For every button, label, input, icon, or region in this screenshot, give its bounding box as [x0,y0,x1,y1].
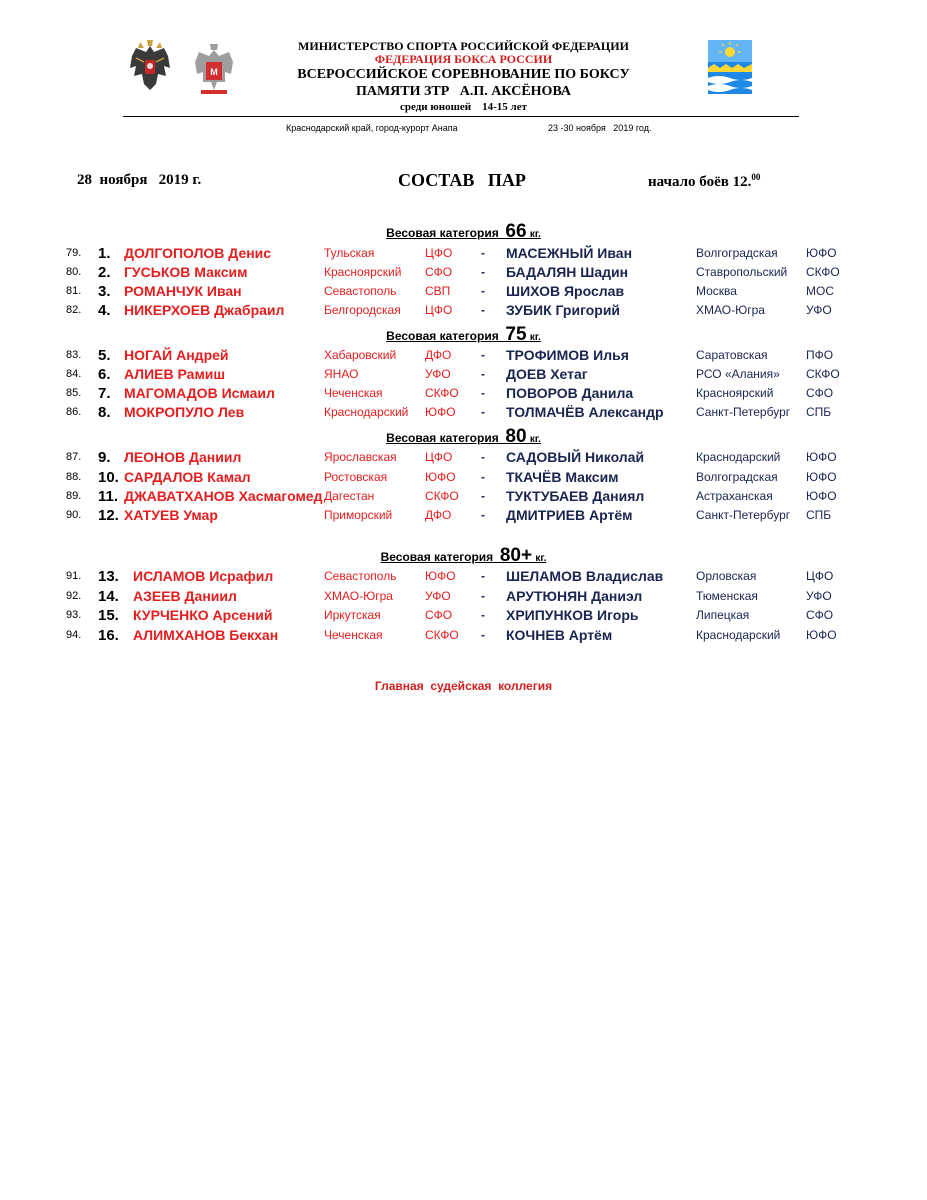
versus-dash: - [481,386,485,400]
pair-number: 5. [98,347,111,364]
blue-boxer-district: ПФО [806,348,834,362]
bout-index: 83. [66,349,82,361]
bout-index: 90. [66,509,82,521]
blue-boxer-name: ТУКТУБАЕВ Даниял [506,488,645,504]
red-boxer-district: ЮФО [425,470,456,484]
blue-boxer-region: РСО «Алания» [696,367,780,381]
blue-boxer-name: ШИХОВ Ярослав [506,283,625,299]
red-boxer-region: Краснодарский [324,405,409,419]
blue-boxer-region: Орловская [696,569,757,583]
blue-boxer-name: КОЧНЕВ Артём [506,627,613,643]
red-boxer-region: ЯНАО [324,367,359,381]
bout-date: 28 ноября 2019 г. [77,172,202,188]
red-boxer-name: ДОЛГОПОЛОВ Денис [124,245,272,261]
category-unit: кг. [529,434,541,445]
ministry-title: МИНИСТЕРСТВО СПОРТА РОССИЙСКОЙ ФЕДЕРАЦИИ [298,39,629,53]
blue-boxer-name: САДОВЫЙ Николай [506,449,645,465]
blue-boxer-region: Красноярский [696,386,774,400]
red-boxer-region: Севастополь [324,569,397,583]
red-boxer-district: УФО [425,367,451,381]
blue-boxer-name: ДМИТРИЕВ Артём [506,507,633,523]
blue-boxer-district: СФО [806,386,834,400]
red-boxer-name: АЛИЕВ Рамиш [124,366,226,382]
versus-dash: - [481,589,485,603]
red-boxer-district: СФО [425,608,453,622]
blue-boxer-name: ПОВОРОВ Данила [506,385,634,401]
red-boxer-name: НИКЕРХОЕВ Джабраил [124,302,285,318]
blue-boxer-district: СФО [806,608,834,622]
bout-row [0,626,927,645]
versus-dash: - [481,569,485,583]
versus-dash: - [481,628,485,642]
red-boxer-name: АЗЕЕВ Даниил [133,588,237,604]
blue-boxer-name: МАСЕЖНЫЙ Иван [506,245,633,261]
category-label: Весовая категория [386,431,499,445]
weight-category-header [0,545,927,567]
referee-board-signature: Главная судейская коллегия [374,679,553,693]
blue-boxer-region: Волгоградская [696,470,778,484]
bout-index: 82. [66,304,82,316]
red-boxer-district: ЮФО [425,569,456,583]
blue-boxer-region: Краснодарский [696,628,781,642]
category-unit: кг. [535,553,547,564]
bout-index: 85. [66,387,82,399]
versus-dash: - [481,348,485,362]
red-boxer-region: Тульская [324,246,375,260]
versus-dash: - [481,405,485,419]
category-label: Весовая категория [380,550,494,564]
blue-boxer-name: АРУТЮНЯН Даниэл [506,588,643,604]
bout-row [0,282,927,301]
blue-boxer-region: Москва [696,284,737,298]
svg-text:M: M [210,67,218,77]
bout-row [0,403,927,422]
pair-number: 2. [98,264,111,281]
pair-number: 12. [98,507,119,524]
age-group: среди юношей 14-15 лет [399,101,527,113]
red-boxer-district: ДФО [425,348,452,362]
red-boxer-district: ЦФО [425,450,453,464]
red-boxer-region: Белгородская [324,303,401,317]
red-boxer-name: ЛЕОНОВ Даниил [124,449,242,465]
blue-boxer-district: ЮФО [806,450,837,464]
blue-boxer-district: СКФО [806,265,840,279]
bout-index: 93. [66,609,82,621]
category-weight: 75 [505,324,527,345]
category-weight: 66 [505,221,527,242]
red-boxer-region: Чеченская [324,386,383,400]
red-boxer-district: ДФО [425,508,452,522]
red-boxer-region: Ярославская [324,450,397,464]
category-weight: 80 [505,426,527,447]
header-divider [123,116,799,117]
blue-boxer-district: ЦФО [806,569,834,583]
memorial-title: ПАМЯТИ ЗТР А.П. АКСЁНОВА [355,84,572,99]
bout-index: 84. [66,368,82,380]
bout-row [0,587,927,606]
red-boxer-name: ИСЛАМОВ Исрафил [133,568,274,584]
blue-boxer-name: ХРИПУНКОВ Игорь [506,607,639,623]
pair-number: 7. [98,385,111,402]
blue-boxer-district: СПБ [806,405,832,419]
versus-dash: - [481,265,485,279]
bout-index: 89. [66,490,82,502]
bout-row [0,346,927,365]
blue-boxer-district: СКФО [806,367,840,381]
blue-boxer-name: ДОЕВ Хетаг [506,366,588,382]
blue-boxer-name: БАДАЛЯН Шадин [506,264,629,280]
blue-boxer-name: ШЕЛАМОВ Владислав [506,568,664,584]
blue-boxer-region: Краснодарский [696,450,781,464]
blue-boxer-district: УФО [806,303,832,317]
blue-boxer-name: ЗУБИК Григорий [506,302,621,318]
bout-row [0,487,927,506]
red-boxer-region: Ростовская [324,470,388,484]
category-label: Весовая категория [386,329,499,343]
bout-row [0,448,927,467]
blue-boxer-name: ТОЛМАЧЁВ Александр [506,404,664,420]
blue-boxer-region: Санкт-Петербург [696,508,791,522]
bout-row [0,606,927,625]
red-boxer-region: Дагестан [324,489,375,503]
red-boxer-name: ГУСЬКОВ Максим [124,264,248,280]
red-boxer-name: РОМАНЧУК Иван [124,283,242,299]
category-unit: кг. [529,332,541,343]
start-time-label: начало боёв 12. [648,174,752,190]
red-boxer-name: АЛИМХАНОВ Бекхан [133,627,279,643]
bout-row [0,384,927,403]
versus-dash: - [481,489,485,503]
blue-boxer-name: ТКАЧЁВ Максим [506,469,619,485]
red-boxer-region: ХМАО-Югра [324,589,393,603]
pair-number: 1. [98,245,111,262]
weight-category-header [0,426,927,448]
weight-category-header [0,221,927,243]
competition-title: ВСЕРОССИЙСКОЕ СОРЕВНОВАНИЕ ПО БОКСУ [297,67,630,82]
start-time [648,172,760,191]
pair-number: 10. [98,469,119,486]
pair-number: 9. [98,449,111,466]
red-boxer-district: ЦФО [425,303,453,317]
red-boxer-name: САРДАЛОВ Камал [124,469,251,485]
pair-number: 6. [98,366,111,383]
federation-title: ФЕДЕРАЦИЯ БОКСА РОССИИ [374,52,553,66]
versus-dash: - [481,470,485,484]
pair-number: 3. [98,283,111,300]
pair-number: 13. [98,568,119,585]
location: Краснодарский край, город-курорт Анапа [286,123,458,133]
blue-boxer-region: Саратовская [696,348,768,362]
versus-dash: - [481,303,485,317]
red-boxer-name: ХАТУЕВ Умар [124,507,218,523]
pair-number: 4. [98,302,111,319]
bout-row [0,506,927,525]
pair-number: 11. [98,488,119,505]
blue-boxer-district: ЮФО [806,470,837,484]
versus-dash: - [481,284,485,298]
red-boxer-district: СКФО [425,489,459,503]
red-boxer-name: МОКРОПУЛО Лев [124,404,245,420]
red-boxer-name: МАГОМАДОВ Исмаил [124,385,275,401]
blue-boxer-name: ТРОФИМОВ Илья [506,347,629,363]
pair-number: 15. [98,607,119,624]
bout-index: 87. [66,451,82,463]
red-boxer-name: НОГАЙ Андрей [124,347,229,363]
versus-dash: - [481,608,485,622]
red-boxer-district: СКФО [425,386,459,400]
versus-dash: - [481,450,485,464]
blue-boxer-district: ЮФО [806,246,837,260]
bout-row [0,263,927,282]
blue-boxer-district: ЮФО [806,489,837,503]
category-weight: 80+ [499,545,533,566]
bout-index: 91. [66,570,82,582]
red-boxer-district: СКФО [425,628,459,642]
blue-boxer-region: Волгоградская [696,246,778,260]
versus-dash: - [481,367,485,381]
blue-boxer-district: УФО [806,589,832,603]
bout-index: 88. [66,471,82,483]
blue-boxer-region: Ставропольский [696,265,788,279]
bout-index: 79. [66,247,82,259]
bout-index: 81. [66,285,82,297]
blue-boxer-district: МОС [806,284,834,298]
red-boxer-district: ЦФО [425,246,453,260]
red-boxer-district: ЮФО [425,405,456,419]
start-time-minutes: 00 [751,172,761,182]
red-boxer-region: Хабаровский [324,348,397,362]
competition-dates: 23 -30 ноября 2019 год. [548,123,652,133]
red-boxer-name: КУРЧЕНКО Арсений [133,607,273,623]
red-boxer-district: СВП [425,284,451,298]
red-boxer-region: Приморский [324,508,393,522]
page-title: СОСТАВ ПАР [398,170,526,190]
red-boxer-name: ДЖАВАТХАНОВ Хасмагомед [124,488,323,504]
blue-boxer-region: Тюменская [696,589,758,603]
bout-index: 86. [66,406,82,418]
blue-boxer-region: Санкт-Петербург [696,405,791,419]
versus-dash: - [481,508,485,522]
bout-row [0,468,927,487]
blue-boxer-region: Липецкая [696,608,750,622]
bout-row [0,244,927,263]
bout-row [0,567,927,586]
bout-index: 92. [66,590,82,602]
pair-number: 16. [98,627,119,644]
category-unit: кг. [529,229,541,240]
bout-index: 80. [66,266,82,278]
bout-row [0,365,927,384]
bout-row [0,301,927,320]
pair-number: 14. [98,588,119,605]
weight-category-header [0,324,927,346]
blue-boxer-district: СПБ [806,508,832,522]
red-boxer-region: Севастополь [324,284,397,298]
red-boxer-region: Иркутская [324,608,381,622]
blue-boxer-region: ХМАО-Югра [696,303,765,317]
bout-index: 94. [66,629,82,641]
versus-dash: - [481,246,485,260]
blue-boxer-district: ЮФО [806,628,837,642]
category-label: Весовая категория [386,226,499,240]
pair-number: 8. [98,404,111,421]
red-boxer-region: Красноярский [324,265,402,279]
red-boxer-region: Чеченская [324,628,383,642]
red-boxer-district: УФО [425,589,451,603]
red-boxer-district: СФО [425,265,453,279]
blue-boxer-region: Астраханская [696,489,773,503]
